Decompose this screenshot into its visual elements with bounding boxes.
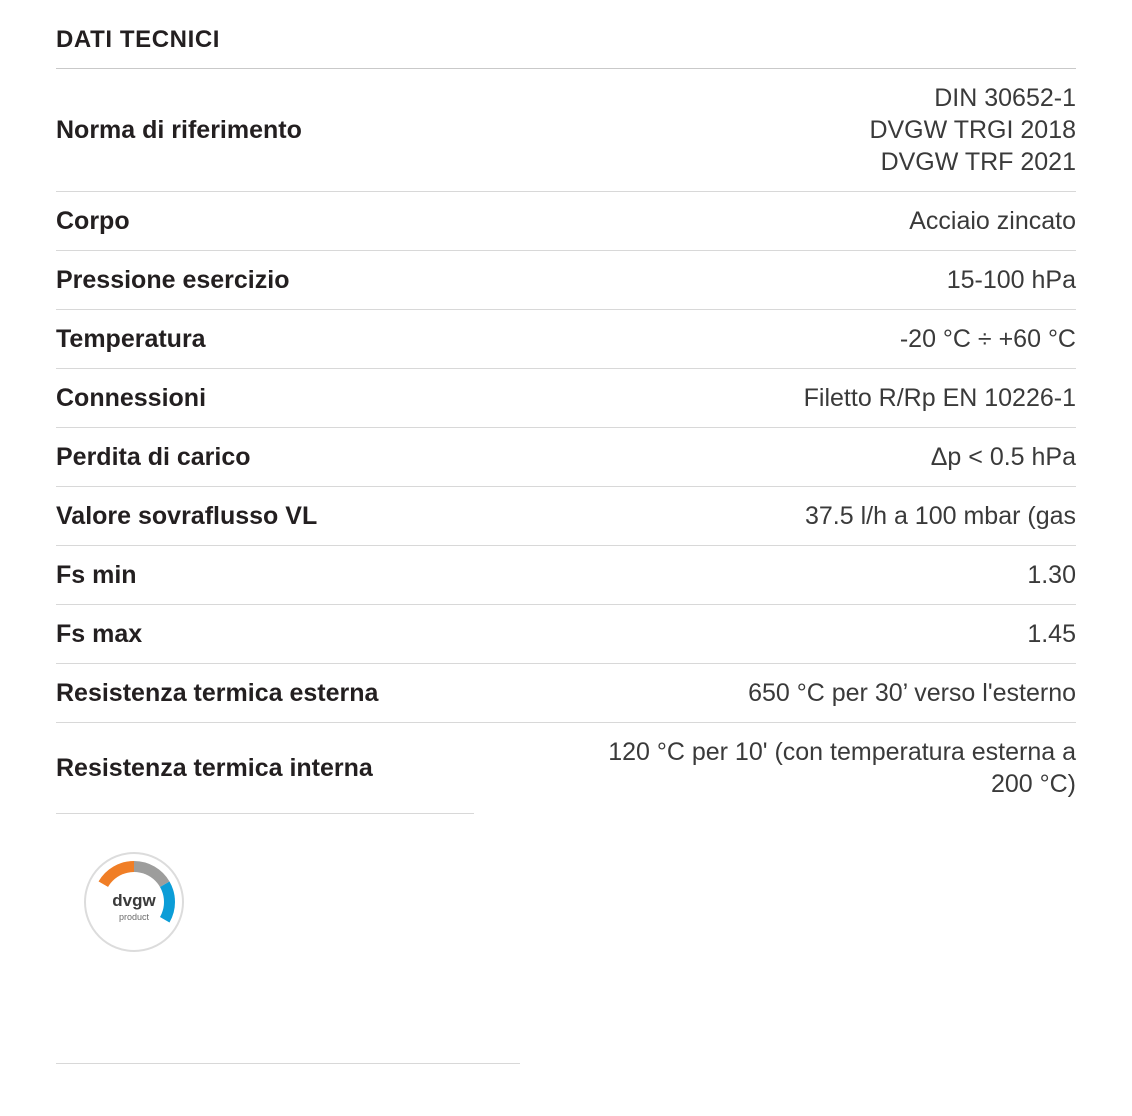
spec-value: [496, 605, 1076, 664]
table-body: [56, 69, 1076, 814]
technical-data-table: [56, 68, 1076, 813]
spec-value-line: DVGW TRF 2021: [880, 148, 1076, 176]
spec-value-line: DIN 30652-1: [934, 84, 1076, 112]
spec-value-line: 120 °C per 10' (con temperatura esterna a: [608, 738, 1076, 766]
table-row: [56, 310, 1076, 369]
table-row: [56, 369, 1076, 428]
spec-value-line: 37.5 l/h a 100 mbar (gas: [805, 502, 1076, 530]
spec-value-line: 200 °C): [990, 770, 1076, 798]
spec-value: [496, 428, 1076, 487]
table-row: [56, 487, 1076, 546]
table-row: [56, 69, 1076, 192]
table-row: [56, 192, 1076, 251]
spec-value-line: 1.45: [1027, 620, 1076, 648]
certification-logo-area: [56, 814, 1076, 954]
table-row: [56, 605, 1076, 664]
spec-value: [496, 192, 1076, 251]
page-title: DATI TECNICI: [56, 26, 221, 53]
spec-value: [496, 69, 1076, 192]
spec-value-line: 1.30: [1027, 561, 1076, 589]
spec-value-line: Acciaio zincato: [909, 207, 1076, 235]
spec-value-line: DVGW TRGI 2018: [869, 116, 1076, 144]
spec-value: [496, 664, 1076, 723]
spec-value: [496, 487, 1076, 546]
spec-value: [496, 546, 1076, 605]
spec-value-line: 650 °C per 30’ verso l'esterno: [748, 679, 1076, 707]
table-row: [56, 251, 1076, 310]
table-row: [56, 546, 1076, 605]
spec-value-line: 15-100 hPa: [946, 266, 1076, 294]
spec-value: [496, 723, 1076, 814]
spec-label: Fs min: [56, 561, 137, 589]
dvgw-logo-svg: [82, 850, 186, 954]
spec-label: Valore sovraflusso VL: [56, 502, 318, 530]
table-row: [56, 723, 1076, 814]
spec-value-line: Δp < 0.5 hPa: [930, 443, 1076, 471]
spec-value: [496, 369, 1076, 428]
spec-value: [496, 251, 1076, 310]
spec-value: [496, 310, 1076, 369]
spec-value-line: Filetto R/Rp EN 10226-1: [803, 384, 1076, 412]
spec-label: Norma di riferimento: [56, 116, 302, 144]
spec-value-line: -20 °C ÷ +60 °C: [899, 325, 1076, 353]
footer-divider: [56, 1063, 520, 1064]
dvgw-logo-icon: [82, 850, 186, 954]
spec-label: Temperatura: [56, 325, 206, 353]
spec-label: Resistenza termica interna: [56, 754, 373, 782]
spec-label: Connessioni: [56, 384, 207, 412]
spec-label: Perdita di carico: [56, 443, 251, 471]
dvgw-logo-text: dvgw: [112, 891, 156, 910]
spec-label: Fs max: [56, 620, 143, 648]
spec-label: Corpo: [56, 207, 130, 235]
spec-label: Resistenza termica esterna: [56, 679, 379, 707]
dvgw-logo-subtext: product: [118, 912, 150, 922]
table-row: [56, 664, 1076, 723]
table-row: [56, 428, 1076, 487]
spec-label: Pressione esercizio: [56, 266, 290, 294]
